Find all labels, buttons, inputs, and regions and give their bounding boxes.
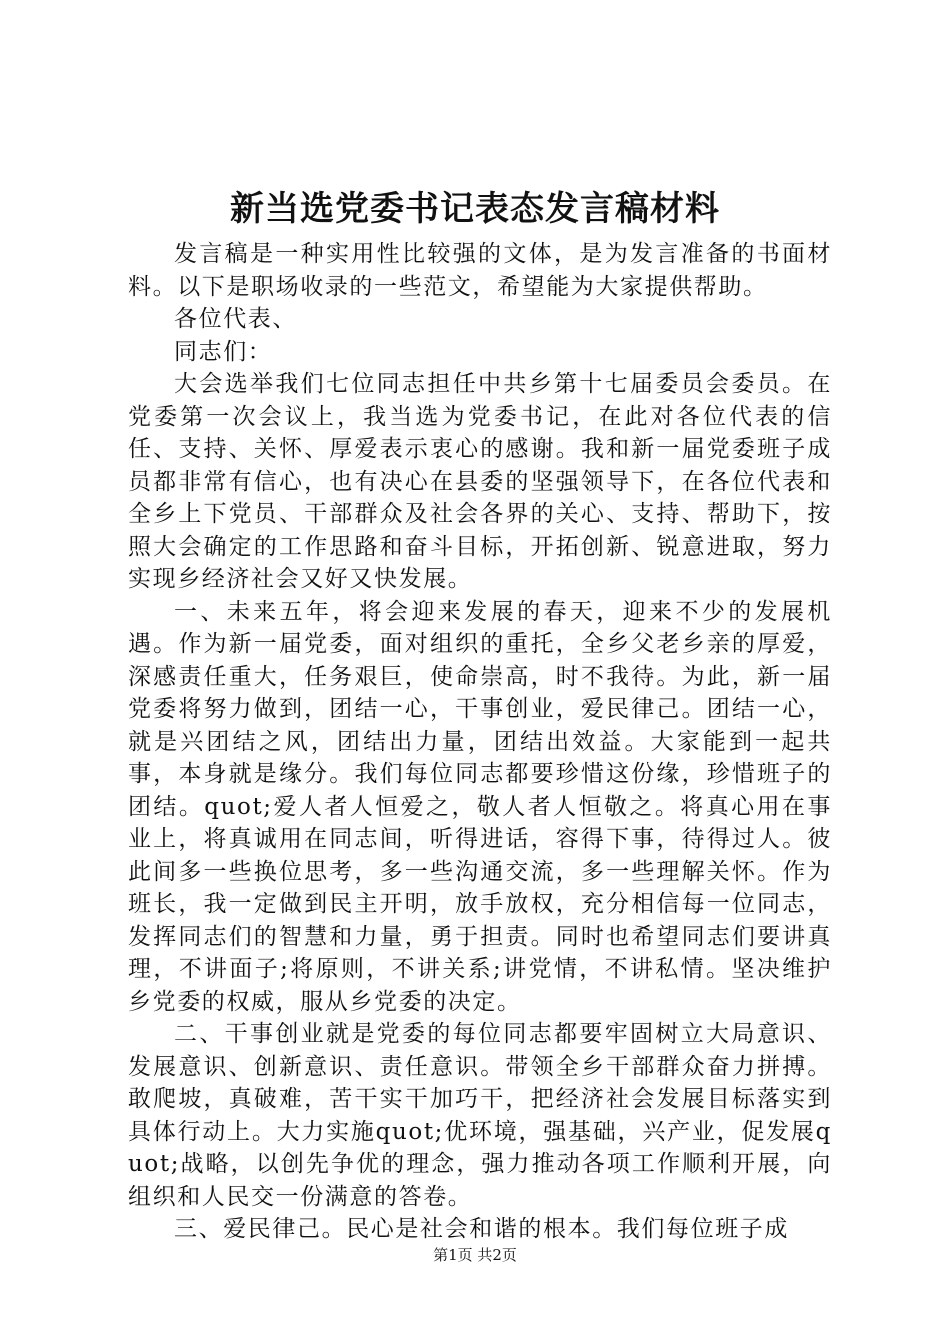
page-title: 新当选党委书记表态发言稿材料: [230, 189, 720, 229]
salutation-line-1: 各位代表、: [174, 306, 297, 332]
intro-paragraph: 发言稿是一种实用性比较强的文体，是为发言准备的书面材料。以下是职场收录的一些范文，希望能为大家提供帮助。: [128, 241, 832, 300]
body-paragraph: 大会选举我们七位同志担任中共乡第十七届委员会委员。在党委第一次会议上，我当选为党委书记，在此对各位代表的信任、支持、关怀、厚爱表示衷心的感谢。我和新一届党委班子成员都非常有信心，也有决心在县委的坚强领导下，在各位代表和全乡上下党员、干部群众及社会各界的关心、支持、帮助下，按照大会确定的工作思路和奋斗目标，开拓创新、锐意进取，努力实现乡经济社会又好又快发展。: [128, 371, 832, 592]
section-2-paragraph: 二、干事创业就是党委的每位同志都要牢固树立大局意识、发展意识、创新意识、责任意识。带领全乡干部群众奋力拼搏。敢爬坡，真破难，苦干实干加巧干，把经济社会发展目标落实到具体行动上。大力实施quot;优环境，强基础，兴产业，促发展quot;战略，以创先争优的理念，强力推动各项工作顺利开展，向组织和人民交一份满意的答卷。: [128, 1021, 832, 1210]
document-body: [128, 238, 832, 1246]
section-3-paragraph: 三、爱民律己。民心是社会和谐的根本。我们每位班子成: [174, 1216, 789, 1242]
section-1-paragraph: 一、未来五年，将会迎来发展的春天，迎来不少的发展机遇。作为新一届党委，面对组织的重托，全乡父老乡亲的厚爱，深感责任重大，任务艰巨，使命崇高，时不我待。为此，新一届党委将努力做到，团结一心，干事创业，爱民律己。团结一心，就是兴团结之风，团结出力量，团结出效益。大家能到一起共事，本身就是缘分。我们每位同志都要珍惜这份缘，珍惜班子的团结。quot;爱人者人恒爱之，敬人者人恒敬之。将真心用在事业上，将真诚用在同志间，听得进话，容得下事，待得过人。彼此间多一些换位思考，多一些沟通交流，多一些理解关怀。作为班长，我一定做到民主开明，放手放权，充分相信每一位同志，发挥同志们的智慧和力量，勇于担责。同时也希望同志们要讲真理，不讲面子;将原则，不讲关系;讲党情，不讲私情。坚决维护乡党委的权威，服从乡党委的决定。: [128, 598, 832, 1015]
page-number-footer: 第1页 共2页: [433, 1246, 517, 1264]
salutation-line-2: 同志们：: [174, 338, 273, 365]
